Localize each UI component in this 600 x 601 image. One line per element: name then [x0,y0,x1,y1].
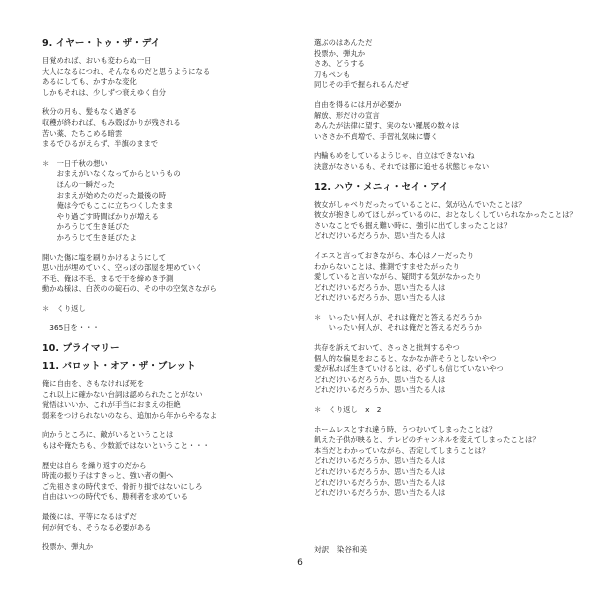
lyric-line: やり過ごす時間ばかりが増える [42,211,159,221]
lyric-line: イエスと言っておきながら、本心はノーだったり [314,250,475,260]
lyric-line: 本当だとわかっていながら、否定してしまうことは？ [314,445,490,455]
lyric-line: どれだけいるだろうか、思い当たる人は [314,385,446,395]
page-number: 6 [297,558,303,568]
lyric-line: もはや俺たちも、少数派ではないということ・・・ [42,441,210,451]
lyric-stanza [314,200,576,242]
lyric-line: 向かうところに、敵がいるということは [42,430,174,440]
translator-credit: 対訳 染谷和美 [314,545,368,554]
lyric-stanza [42,323,304,334]
lyric-line: いささか不貞増で、手習礼気味に響く [314,131,438,141]
right-column [314,38,576,508]
lyric-line: 秋分の月も、髪もなく過ぎる [42,107,137,117]
lyric-line: どれだけいるだろうか、思い当たる人は [314,374,446,384]
lyric-line: 愛が私れば生きていけるとは、必ずしも信じていないやつ [314,364,504,374]
lyric-line: どれだけいるだろうか、思い当たる人は [314,231,446,241]
lyric-line: 共存を訴えておいて、さっさと批判するやつ [314,343,460,353]
lyric-stanza [42,461,304,503]
lyric-stanza [314,100,576,142]
lyric-line: 個人的な偏見をおこると、なかなか許そうとしないやつ [314,353,497,363]
lyric-line: 目覚めれば、おいも変わらぬ一日 [42,56,152,65]
lyric-line: 365日を・・・ [42,323,100,333]
lyric-line: 彼女が抱きしめてほしがっているのに、おとなしくしていられなかったことは？ [314,210,577,220]
lyric-line: 投票か、弾丸か [42,542,94,552]
lyric-line: 動かぬ様は、白茨のの碇石の、その中の空気さながら [42,284,217,294]
lyric-line: かろうじて生き延びた [42,222,130,232]
lyric-line: これ以上に確かない台詞は認められたことがない [42,389,203,399]
lyric-line: わからないことは、推測ですませたがったり [314,261,460,271]
lyric-line: 収穫が終われば、もみ殻ばかりが残される [42,117,181,127]
lyric-line: 愛していると言いながら、疑問する気がなかったり [314,272,482,282]
lyric-line: 同じその手で握られるんだぜ [314,80,409,90]
song-heading: 9. イヤー・トゥ・ザ・デイ [42,38,161,49]
lyric-line: 選ぶのはあんただ [314,38,373,47]
lyric-line: 自由はいつの時代でも、勝利者を求めている [42,492,188,502]
lyric-line: 何が何でも、そうなる必要がある [42,522,152,532]
lyric-line: ホームレスとすれ違う時、うつむいてしまったことは？ [314,424,497,434]
song-heading: 10. プライマリー [42,343,120,355]
lyric-line: あるにしても、かすかな変化 [42,77,137,87]
lyric-line: どれだけいるだろうか、思い当たる人は [314,477,446,487]
lyric-stanza [314,251,576,304]
lyric-line: あんたが法律に望す、実のない羅展の数々は [314,121,460,131]
lyric-stanza [42,542,304,553]
lyric-line: 自由を得るには月が必要か [314,99,402,109]
lyric-line: まるでひるがえらず、半旗のままで [42,139,159,149]
lyric-stanza [314,313,576,334]
lyric-line: おまえがいなくなってからというもの [42,169,181,179]
lyric-line: ほんの一瞬だった [42,179,115,189]
lyric-line: 思い出が埋めていく、空っぽの部屋を埋めていく [42,263,203,273]
lyric-line: 不毛、俺は不毛、まるで干を締めき予測 [42,273,174,283]
lyric-line: かろうじて生き延びたよ [42,232,137,242]
lyric-line: 歴史は自ら を繰り返すのだから [42,460,147,470]
lyric-line: 投票か、弾丸か [314,48,366,58]
lyric-line: どれだけいるだろうか、思い当たる人は [314,488,446,498]
song-heading: 12. ハウ・メニィ・セイ・アイ [314,181,449,193]
lyric-line: 俺に自由を、さもなければ死を [42,379,145,389]
lyric-stanza [314,151,576,172]
left-column [42,38,304,562]
lyric-line: どれだけいるだろうか、思い当たる人は [314,293,446,303]
lyric-line: 時流の振り子はすきっと、強い者の側へ [42,471,174,481]
lyric-stanza [42,107,304,149]
song-heading: 11. バロット・オア・ザ・ブレット [42,361,196,373]
lyric-line: 刀もペンも [314,69,351,79]
lyric-stanza [42,56,304,98]
lyric-stanza [42,512,304,533]
lyric-stanza [314,38,576,91]
lyric-stanza [42,159,304,244]
lyric-stanza [42,253,304,295]
lyric-line: 解放、形だけの宣言 [314,110,380,120]
lyric-line: 俺は今でもここに立ちつくしたまま [42,201,174,211]
lyric-line: ＊ くり返し x 2 [314,405,382,415]
lyric-line: しかもそれは、少しずつ衰えゆく自分 [42,87,167,97]
lyric-line: さいなことでも掘え難い時に、強引に出てしまったことは？ [314,220,512,230]
lyric-line: さあ、どうする [314,59,365,69]
lyric-stanza [314,405,576,416]
lyric-line: どれだけいるだろうか、思い当たる人は [314,467,446,476]
lyric-stanza [314,425,576,499]
lyric-line: 開いた傷に塩を刷りかけるようにして [42,252,167,262]
lyric-line: 飢えた子供が映ると、テレビのチャンネルを変えてしまったことは？ [314,435,540,445]
lyric-line: 決意がなさいるも、それでは都に追せる状態じゃない [314,161,490,171]
lyric-line: 内輪もめをしているようじゃ、自立はできないね [314,151,475,161]
lyric-line: 最後には、平等になるはずだ [42,512,137,521]
lyric-line: ＊ くり返し [42,303,86,313]
lyric-line: 苦い薬、たちこめる暗雲 [42,128,123,138]
lyric-stanza [42,304,304,315]
lyric-line: ＊ 一日千秋の想い [42,158,108,168]
lyric-line: どれだけいるだろうか、思い当たる人は [314,282,446,292]
lyric-stanza [42,379,304,421]
lyric-line: どれだけいるだろうか、思い当たる人は [314,456,446,466]
lyric-line: 彼女がしゃべりだったっていることに、気が込んでいたことは？ [314,199,526,209]
lyric-stanza [314,343,576,396]
lyric-stanza [42,430,304,451]
lyric-line: いったい何人が、それは俺だと答えるだろうか [314,323,482,333]
lyric-line: おまえが始めたのだった最後の時 [42,190,167,200]
lyric-line: ＊ いったい何人が、それは俺だと答えるだろうか [314,312,482,322]
lyric-line: ご先祖さまの時代まで、骨折り損ではないにしろ [42,481,203,491]
lyric-line: 覚悟はいいか、これが手当におまえの拒絶 [42,400,181,410]
lyric-line: 大人になるにつれ、そんなものだと思うようになる [42,66,211,76]
lyric-line: 弱来をつけられないのなら、追加から年からやるなよ [42,410,218,420]
